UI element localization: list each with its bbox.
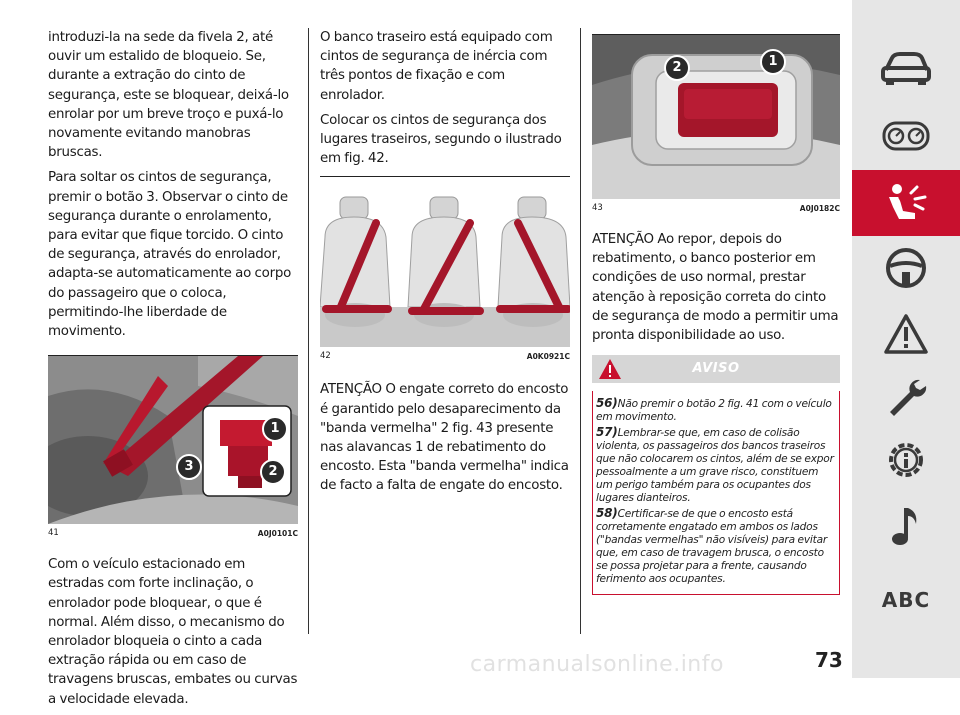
note-text: Não premir o botão 2 fig. 41 com o veículo em movimento. <box>596 398 832 424</box>
car-icon <box>880 50 932 86</box>
warning-box-header <box>592 355 840 383</box>
figure-43-image <box>592 35 840 199</box>
column-divider <box>580 28 581 634</box>
music-note-icon <box>888 504 924 548</box>
nav-dashboard[interactable] <box>852 106 960 166</box>
figure-43 <box>592 34 840 214</box>
note-number: 56) <box>596 396 618 411</box>
figure-caption <box>592 203 840 214</box>
paragraph: Com o veículo estacionado em estradas com forte inclinação, o enrolador pode bloquear, o que é normal. Além disso, o mecanismo do enrolador bloqueia o cinto a cada extração rápida ou em caso de travagens bruscas, embates ou curvas a velocidade elevada. <box>48 557 298 707</box>
column-3 <box>592 28 840 595</box>
wrench-icon <box>884 376 928 420</box>
column-1 <box>48 28 298 715</box>
paragraph: ATENÇÃO O engate correto do encosto é garantido pelo desaparecimento da "banda vermelha" 2 fig. 43 presente nas alavancas 1 de rebatimento do encosto. Esta "banda vermelha" indica de facto a falta de engate do encosto. <box>320 382 569 494</box>
nav-maintenance[interactable] <box>852 368 960 428</box>
note-number: 57) <box>596 425 618 440</box>
warning-box-body <box>592 391 840 595</box>
paragraph: ATENÇÃO Ao repor, depois do rebatimento, o banco posterior em condições de uso normal, prestar atenção à reposição correta do cinto de segurança de modo a permitir uma pronta disponibilidade ao uso. <box>592 232 839 344</box>
callout-2: 2 <box>260 459 286 485</box>
nav-emergency[interactable] <box>852 304 960 364</box>
paragraph: Para soltar os cintos de segurança, premir o botão 3. Observar o cinto de segurança durante o enrolamento, para evitar que fique torcido. O cinto de segurança, através do enrolador, adapta-se automaticamente ao corpo do passageiro que o coloca, permitindo-lhe liberdade de movimento. <box>48 170 292 340</box>
warning-note <box>596 507 836 586</box>
nav-safety[interactable] <box>852 170 960 236</box>
paragraph: Colocar os cintos de segurança dos lugares traseiros, segundo o ilustrado em fig. 42. <box>320 112 562 167</box>
callout-3: 3 <box>176 454 202 480</box>
figure-code: A0J0182C <box>799 204 840 213</box>
figure-code: A0K0921C <box>526 352 570 362</box>
warning-box-title: AVISO <box>692 361 740 377</box>
nav-technical-data[interactable] <box>852 430 960 490</box>
watermark: carmanualsonline.info <box>470 652 724 677</box>
figure-number: 42 <box>320 351 331 362</box>
index-icon: ABC <box>881 588 931 612</box>
figure-41 <box>48 355 298 539</box>
note-text: Lembrar-se que, em caso de colisão violenta, os passageiros dos bancos traseiros que não colocarem os cintos, além de se expor pessoalmente a um grave risco, constituem um perigo também para os ocupantes dos lugares dianteiros. <box>596 427 834 505</box>
figure-42-image <box>320 177 570 347</box>
figure-41-image <box>48 356 298 524</box>
chapter-sidebar <box>852 0 960 678</box>
figure-code: A0J0101C <box>257 529 298 539</box>
warning-note <box>596 397 836 424</box>
paragraph: introduzi-la na sede da fivela 2, até ouvir um estalido de bloqueio. Se, durante a extração do cinto de segurança, este se bloquear, deixá-lo enrolar por um breve troço e puxá-lo novamente evitando manobras bruscas. <box>48 30 289 161</box>
warning-triangle-icon <box>883 313 929 355</box>
column-divider <box>308 28 309 634</box>
figure-42 <box>320 176 570 362</box>
figure-caption <box>48 528 298 539</box>
note-text: Certificar-se de que o encosto está corretamente engatado em ambos os lados ("bandas vermelhas" não visíveis) para evitar que, em caso de travagem brusca, o encosto se possa projetar para a frente, causando ferimento aos ocupantes. <box>596 508 828 586</box>
nav-index[interactable] <box>852 570 960 630</box>
dashboard-icon <box>882 121 930 151</box>
steering-wheel-icon <box>884 246 928 290</box>
callout-1: 1 <box>262 416 288 442</box>
column-2 <box>320 28 570 502</box>
callout-2: 2 <box>664 55 690 81</box>
nav-starting-driving[interactable] <box>852 238 960 298</box>
warning-note <box>596 426 836 505</box>
seat-safety-icon <box>879 181 933 225</box>
figure-number: 43 <box>592 203 603 213</box>
technical-data-icon <box>883 437 929 483</box>
page-number: 73 <box>815 648 843 672</box>
nav-multimedia[interactable] <box>852 496 960 556</box>
note-number: 58) <box>596 506 618 521</box>
paragraph: O banco traseiro está equipado com cintos de segurança de inércia com três pontos de fixação e com enrolador. <box>320 30 553 103</box>
callout-1: 1 <box>760 49 786 75</box>
nav-car[interactable] <box>852 38 960 98</box>
figure-caption <box>320 351 570 362</box>
figure-number: 41 <box>48 528 59 539</box>
